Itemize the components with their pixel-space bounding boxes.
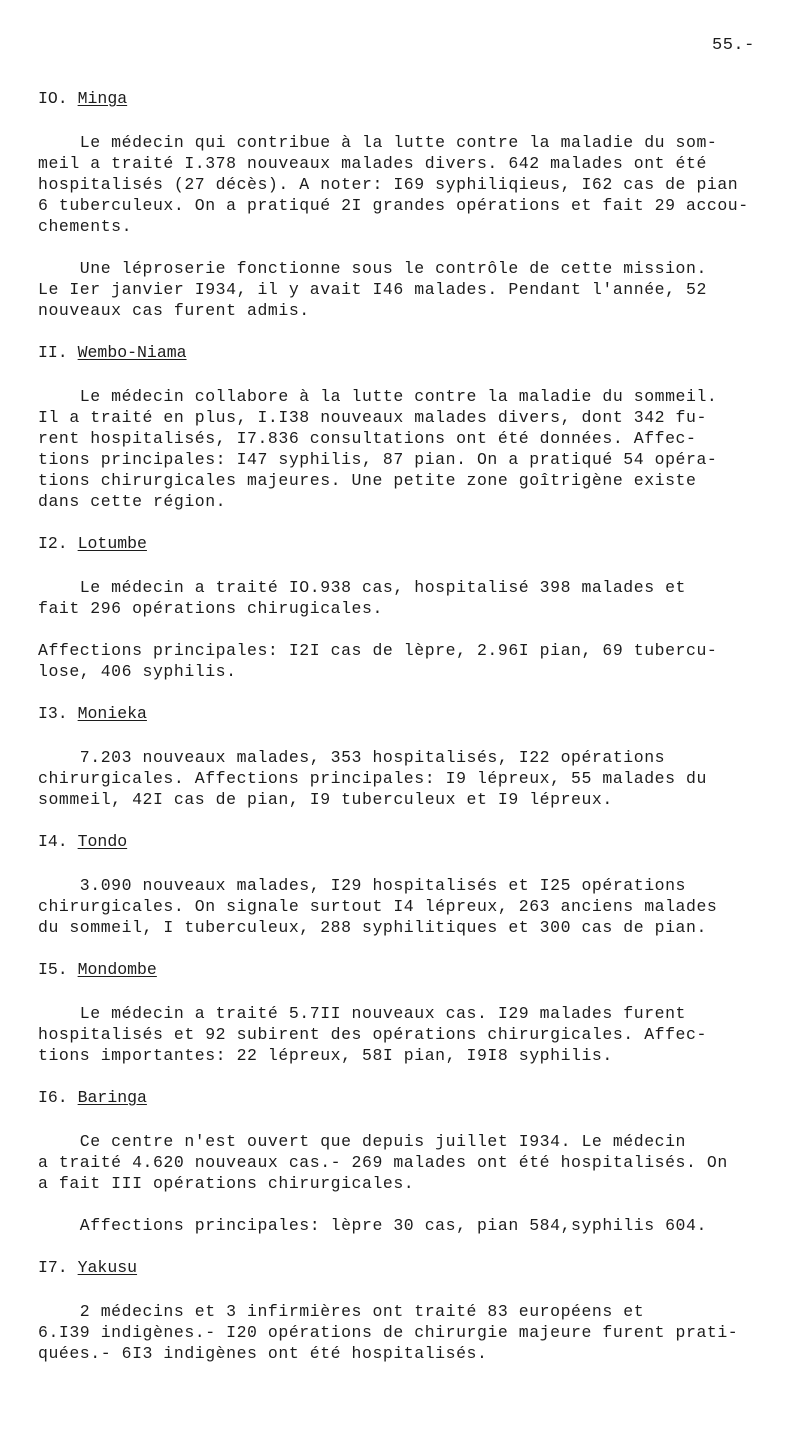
section-paragraph: Une léproserie fonctionne sous le contrôle de cette mission. Le Ier janvier I934, il y avait I46 malades. Pendant l'année, 52 nouveaux cas furent admis.: [38, 259, 707, 320]
section-monieka: [38, 703, 788, 810]
section-heading: [38, 831, 788, 853]
section-title: Monieka: [77, 704, 147, 723]
section-number: IO.: [38, 89, 68, 108]
mission-sections: [38, 88, 788, 1385]
section-title: Minga: [77, 89, 128, 108]
section-paragraph: Affections principales: I2I cas de lèpre, 2.96I pian, 69 tubercu- lose, 406 syphilis.: [38, 641, 718, 681]
section-number: I7.: [38, 1258, 68, 1277]
section-number: I3.: [38, 704, 68, 723]
section-title: Tondo: [77, 832, 128, 851]
section-number: I5.: [38, 960, 68, 979]
section-paragraph: Le médecin collabore à la lutte contre la maladie du sommeil. Il a traité en plus, I.I38 nouveaux malades divers, dont 342 fu- rent hospitalisés, I7.836 consultations ont été données. Affec- tions principales: I47 syphilis, 87 pian. On a pratiqué 54 opéra- tions chirurgicales majeures. Une petite zone goîtrigène existe dans cette région.: [38, 387, 718, 511]
section-heading: [38, 533, 788, 555]
section-number: I2.: [38, 534, 68, 553]
section-title: Yakusu: [77, 1258, 138, 1277]
section-number: II.: [38, 343, 68, 362]
section-mondombe: [38, 959, 788, 1066]
section-yakusu: [38, 1257, 788, 1364]
section-heading: [38, 1257, 788, 1279]
section-title: Lotumbe: [77, 534, 147, 553]
section-title: Mondombe: [77, 960, 157, 979]
section-heading: [38, 1087, 788, 1109]
section-paragraph: 3.090 nouveaux malades, I29 hospitalisés et I25 opérations chirurgicales. On signale surtout I4 lépreux, 263 anciens malades du sommeil, I tuberculeux, 288 syphilitiques et 300 cas de pian.: [38, 876, 718, 937]
section-paragraph: 2 médecins et 3 infirmières ont traité 83 européens et 6.I39 indigènes.- I20 opérations de chirurgie majeure furent prati- quées.- 6I3 indigènes ont été hospitalisés.: [38, 1302, 739, 1363]
section-title: Baringa: [77, 1088, 147, 1107]
section-baringa: [38, 1087, 788, 1236]
section-paragraph: Le médecin qui contribue à la lutte contre la maladie du som- meil a traité I.378 nouveaux malades divers. 642 malades ont été hospitalisés (27 décès). A noter: I69 syphiliqieus, I62 cas de pian 6 tuberculeux. On a pratiqué 2I grandes opérations et fait 29 accou- chements.: [38, 133, 749, 236]
section-minga: [38, 88, 788, 321]
section-number: I4.: [38, 832, 68, 851]
section-heading: [38, 88, 788, 110]
section-paragraph: Le médecin a traité IO.938 cas, hospitalisé 398 malades et fait 296 opérations chirugicales.: [38, 578, 686, 618]
section-lotumbe: [38, 533, 788, 682]
section-title: Wembo-Niama: [77, 343, 187, 362]
section-paragraph: Le médecin a traité 5.7II nouveaux cas. I29 malades furent hospitalisés et 92 subirent des opérations chirurgicales. Affec- tions importantes: 22 lépreux, 58I pian, I9I8 syphilis.: [38, 1004, 707, 1065]
section-paragraph: 7.203 nouveaux malades, 353 hospitalisés, I22 opérations chirurgicales. Affections principales: I9 lépreux, 55 malades du sommeil, 42I cas de pian, I9 tuberculeux et I9 lépreux.: [38, 748, 707, 809]
section-paragraph: Affections principales: lèpre 30 cas, pian 584,syphilis 604.: [38, 1216, 707, 1235]
page-number: 55.-: [712, 36, 755, 55]
section-tondo: [38, 831, 788, 938]
section-heading: [38, 703, 788, 725]
section-number: I6.: [38, 1088, 68, 1107]
section-wembo-niama: [38, 342, 788, 512]
section-heading: [38, 342, 788, 364]
section-paragraph: Ce centre n'est ouvert que depuis juillet I934. Le médecin a traité 4.620 nouveaux cas.- 269 malades ont été hospitalisés. On a fait III opérations chirurgicales.: [38, 1132, 728, 1193]
section-heading: [38, 959, 788, 981]
